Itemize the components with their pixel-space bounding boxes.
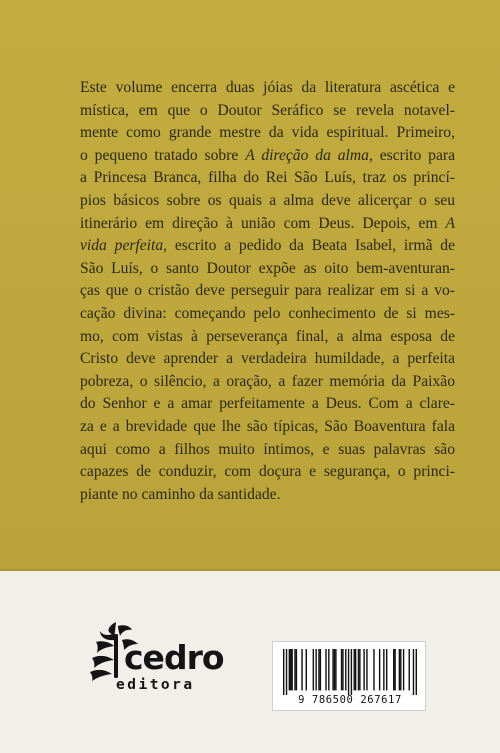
barcode-digits: 9 786500 267617 (298, 694, 402, 706)
barcode-bar (394, 649, 395, 690)
blurb-line: aqui como a filhos muito íntimos, e suas palavras são (80, 440, 455, 458)
barcode-bar (315, 649, 316, 690)
barcode-bar (334, 649, 335, 690)
barcode-bar (413, 649, 414, 695)
barcode-bar (291, 649, 292, 690)
barcode-bar (358, 649, 359, 690)
publisher-logo (88, 620, 224, 700)
blurb-line: Este volume encerra duas jóias da literatura ascética e (80, 79, 455, 96)
publisher-name: cedro (124, 638, 224, 677)
blurb-line: do Senhor e a amar perfeitamente a Deus. Com a clare- (80, 395, 455, 413)
blurb-line: itinerário em direção à união com Deus. Depois, em A (80, 214, 455, 232)
barcode-bars (283, 649, 417, 695)
barcode-bar (409, 649, 410, 690)
book-title-italic: A direção da alma (245, 146, 369, 164)
barcode-bar (355, 649, 356, 690)
barcode-bar (386, 649, 387, 690)
barcode-bar (332, 649, 333, 690)
barcode-bar (301, 649, 302, 690)
barcode-bar (400, 649, 401, 690)
blurb-line: São Luís, o santo Doutor expõe as oito bem-aventuran- (80, 259, 455, 277)
blurb-line: capazes de conduzir, com doçura e segurança, o princi- (80, 463, 455, 481)
blurb-line: a Princesa Branca, filha do Rei São Luís, traz os princí- (80, 169, 455, 187)
barcode-bar (373, 649, 374, 690)
back-cover-blurb (80, 77, 455, 506)
barcode-bar (393, 649, 394, 690)
barcode-bar (328, 649, 329, 690)
blurb-line: piante no caminho da santidade. (80, 485, 281, 503)
barcode-bar (359, 649, 360, 690)
barcode-bar (399, 649, 400, 690)
barcode-bar (363, 649, 364, 690)
barcode-bar (286, 649, 287, 695)
barcode-bar (366, 649, 367, 690)
blurb-line: vida perfeita, escrito a pedido da Beata Isabel, irmã de (80, 237, 456, 255)
blurb-line: o pequeno tratado sobre A direção da alma, escrito para (80, 146, 455, 164)
book-title-italic: A (445, 214, 455, 232)
barcode-bar (345, 649, 346, 690)
barcode-bar (379, 649, 380, 690)
blurb-line: pios básicos sobre os quais a alma deve alicerçar o seu (80, 191, 455, 209)
barcode-bar (289, 649, 290, 690)
barcode-bar (320, 649, 321, 690)
barcode-bar (354, 649, 355, 690)
blurb-line: pobreza, o silêncio, a oração, a fazer memória da Paixão (80, 372, 455, 390)
blurb-line: ças que o cristão deve perseguir para realizar em si a vo- (80, 282, 455, 300)
barcode-bar (318, 649, 319, 690)
isbn-barcode (272, 641, 426, 711)
blurb-line: cação divina: começando pelo conhecimento de si mes- (80, 304, 455, 322)
barcode-bar (383, 649, 384, 690)
blurb-line: mística, em que o Doutor Seráfico se revela notavel- (80, 101, 455, 119)
barcode-bar (294, 649, 295, 690)
blurb-line: mente como grande mestre da vida espiritual. Primeiro, (80, 124, 455, 142)
barcode-bar (306, 649, 307, 690)
barcode-bar (313, 649, 314, 690)
blurb-line: za e a brevidade que lhe são típicas, São Boaventura fala (80, 417, 455, 435)
barcode-bar (296, 649, 297, 690)
barcode-bar (403, 649, 404, 690)
blurb-line: mo, com vistas à perseverança final, a alma esposa de (80, 327, 455, 345)
barcode-bar (342, 649, 343, 690)
barcode-bar (416, 649, 417, 695)
barcode-bar (341, 649, 342, 690)
barcode-bar (325, 649, 326, 690)
barcode-bar (290, 649, 291, 690)
blurb-line: Cristo deve aprender a verdadeira humildade, a perfeita (80, 350, 455, 368)
barcode-bar (348, 649, 349, 695)
barcode-bar (335, 649, 336, 690)
barcode-bar (351, 649, 352, 695)
book-title-italic: vida perfeita (80, 237, 164, 255)
publisher-subtitle: editora (116, 677, 195, 693)
barcode-bar (283, 649, 284, 695)
